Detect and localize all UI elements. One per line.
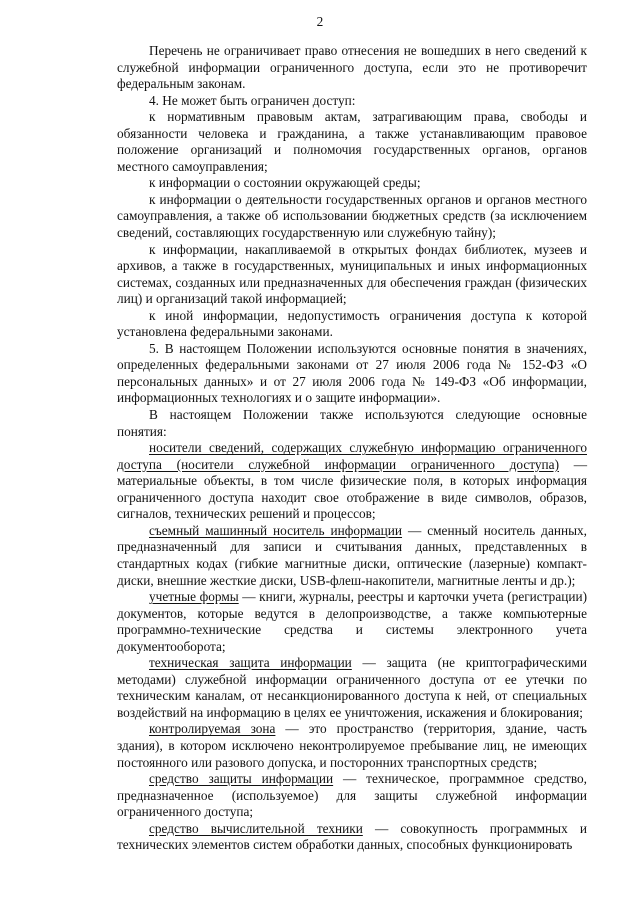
definition: [117, 523, 587, 589]
defined-term: средство вычислительной техники: [149, 820, 363, 836]
definition: [117, 440, 587, 523]
definition: [117, 771, 587, 821]
list-item: к иной информации, недопустимость ограничения доступа к которой установлена федеральными законами.: [117, 307, 587, 340]
definition-text: — это пространство (территория, здание, часть здания), в котором исключено неконтролируемое пребывание лиц, не имеющих постоянного или разового допуска, и посторонних транспортных средств;: [117, 721, 587, 770]
list-item: к нормативным правовым актам, затрагивающим права, свободы и обязанности человека и гражданина, а также устанавливающим правовое положение организаций и полномочия государственных органов, органов местного самоуправления;: [117, 109, 587, 174]
definition-text: — техническое, программное средство, предназначенное (используемое) для защиты служебной информации ограниченного доступа;: [117, 771, 587, 820]
definition: [117, 721, 587, 771]
list-item: к информации, накапливаемой в открытых фондах библиотек, музеев и архивов, а также в государственных, муниципальных и иных информационных системах, созданных или предназначенных для обеспечения граждан (физических лиц) и организаций такой информацией;: [117, 241, 587, 307]
defined-term: контролируемая зона: [149, 721, 276, 737]
definition: [117, 821, 587, 854]
defined-term: техническая защита информации: [149, 655, 352, 671]
paragraph: 5. В настоящем Положении используются основные понятия в значениях, определенных федеральными законами от 27 июля 2006 года № 152-ФЗ «О персональных данных» и от 27 июля 2006 года № 149-ФЗ «Об информации, информационных технологиях и о защите информации».: [117, 340, 587, 406]
defined-term: учетные формы: [149, 589, 239, 605]
definition-text: — защита (не криптографическими методами) служебной информации ограниченного доступа от ее утечки по техническим каналам, от несанкционированного доступа к ней, от специальных воздействий на информацию в целях ее уничтожения, искажения и блокирования;: [117, 655, 587, 720]
paragraph: Перечень не ограничивает право отнесения не вошедших в него сведений к служебной информации ограниченного доступа, если это не противоречит федеральным законам.: [117, 43, 587, 92]
definition: [117, 655, 587, 721]
definition-text: — материальные объекты, в том числе физические поля, в которых информация ограниченного доступа находит свое отображение в виде символов, образов, сигналов, технических решений и процессов;: [117, 456, 587, 522]
defined-term: средство защиты информации: [149, 771, 334, 787]
definition-text: — книги, журналы, реестры и карточки учета (регистрации) документов, которые ведутся в делопроизводстве, а также компьютерные программно-технические средства и системы электронного учета документооборота;: [117, 589, 587, 654]
defined-term: съемный машинный носитель информации: [149, 522, 403, 538]
list-item: к информации о деятельности государственных органов и органов местного самоуправления, а также об использовании бюджетных средств (за исключением сведений, составляющих государственную или служебную тайну);: [117, 191, 587, 241]
definition: [117, 589, 587, 655]
definition-text: — сменный носитель данных, предназначенный для записи и считывания данных, представленных в стандартных кодах (гибкие магнитные диски, оптические (лазерные) компакт-диски, внешние жесткие диски, USB-флеш-накопители, магнитные ленты и др.);: [117, 522, 587, 588]
paragraph: В настоящем Положении также используются следующие основные понятия:: [117, 407, 587, 439]
section-heading: 4. Не может быть ограничен доступ:: [149, 92, 356, 108]
list-item: к информации о состоянии окружающей среды;: [149, 175, 421, 191]
document-body: [117, 43, 587, 854]
definition-text: — совокупность программных и технических элементов систем обработки данных, способных функционировать: [117, 820, 587, 853]
defined-term: носители сведений, содержащих служебную информацию ограниченного доступа (носители служебной информации ограниченного доступа): [117, 440, 587, 472]
page-number: 2: [316, 14, 324, 29]
